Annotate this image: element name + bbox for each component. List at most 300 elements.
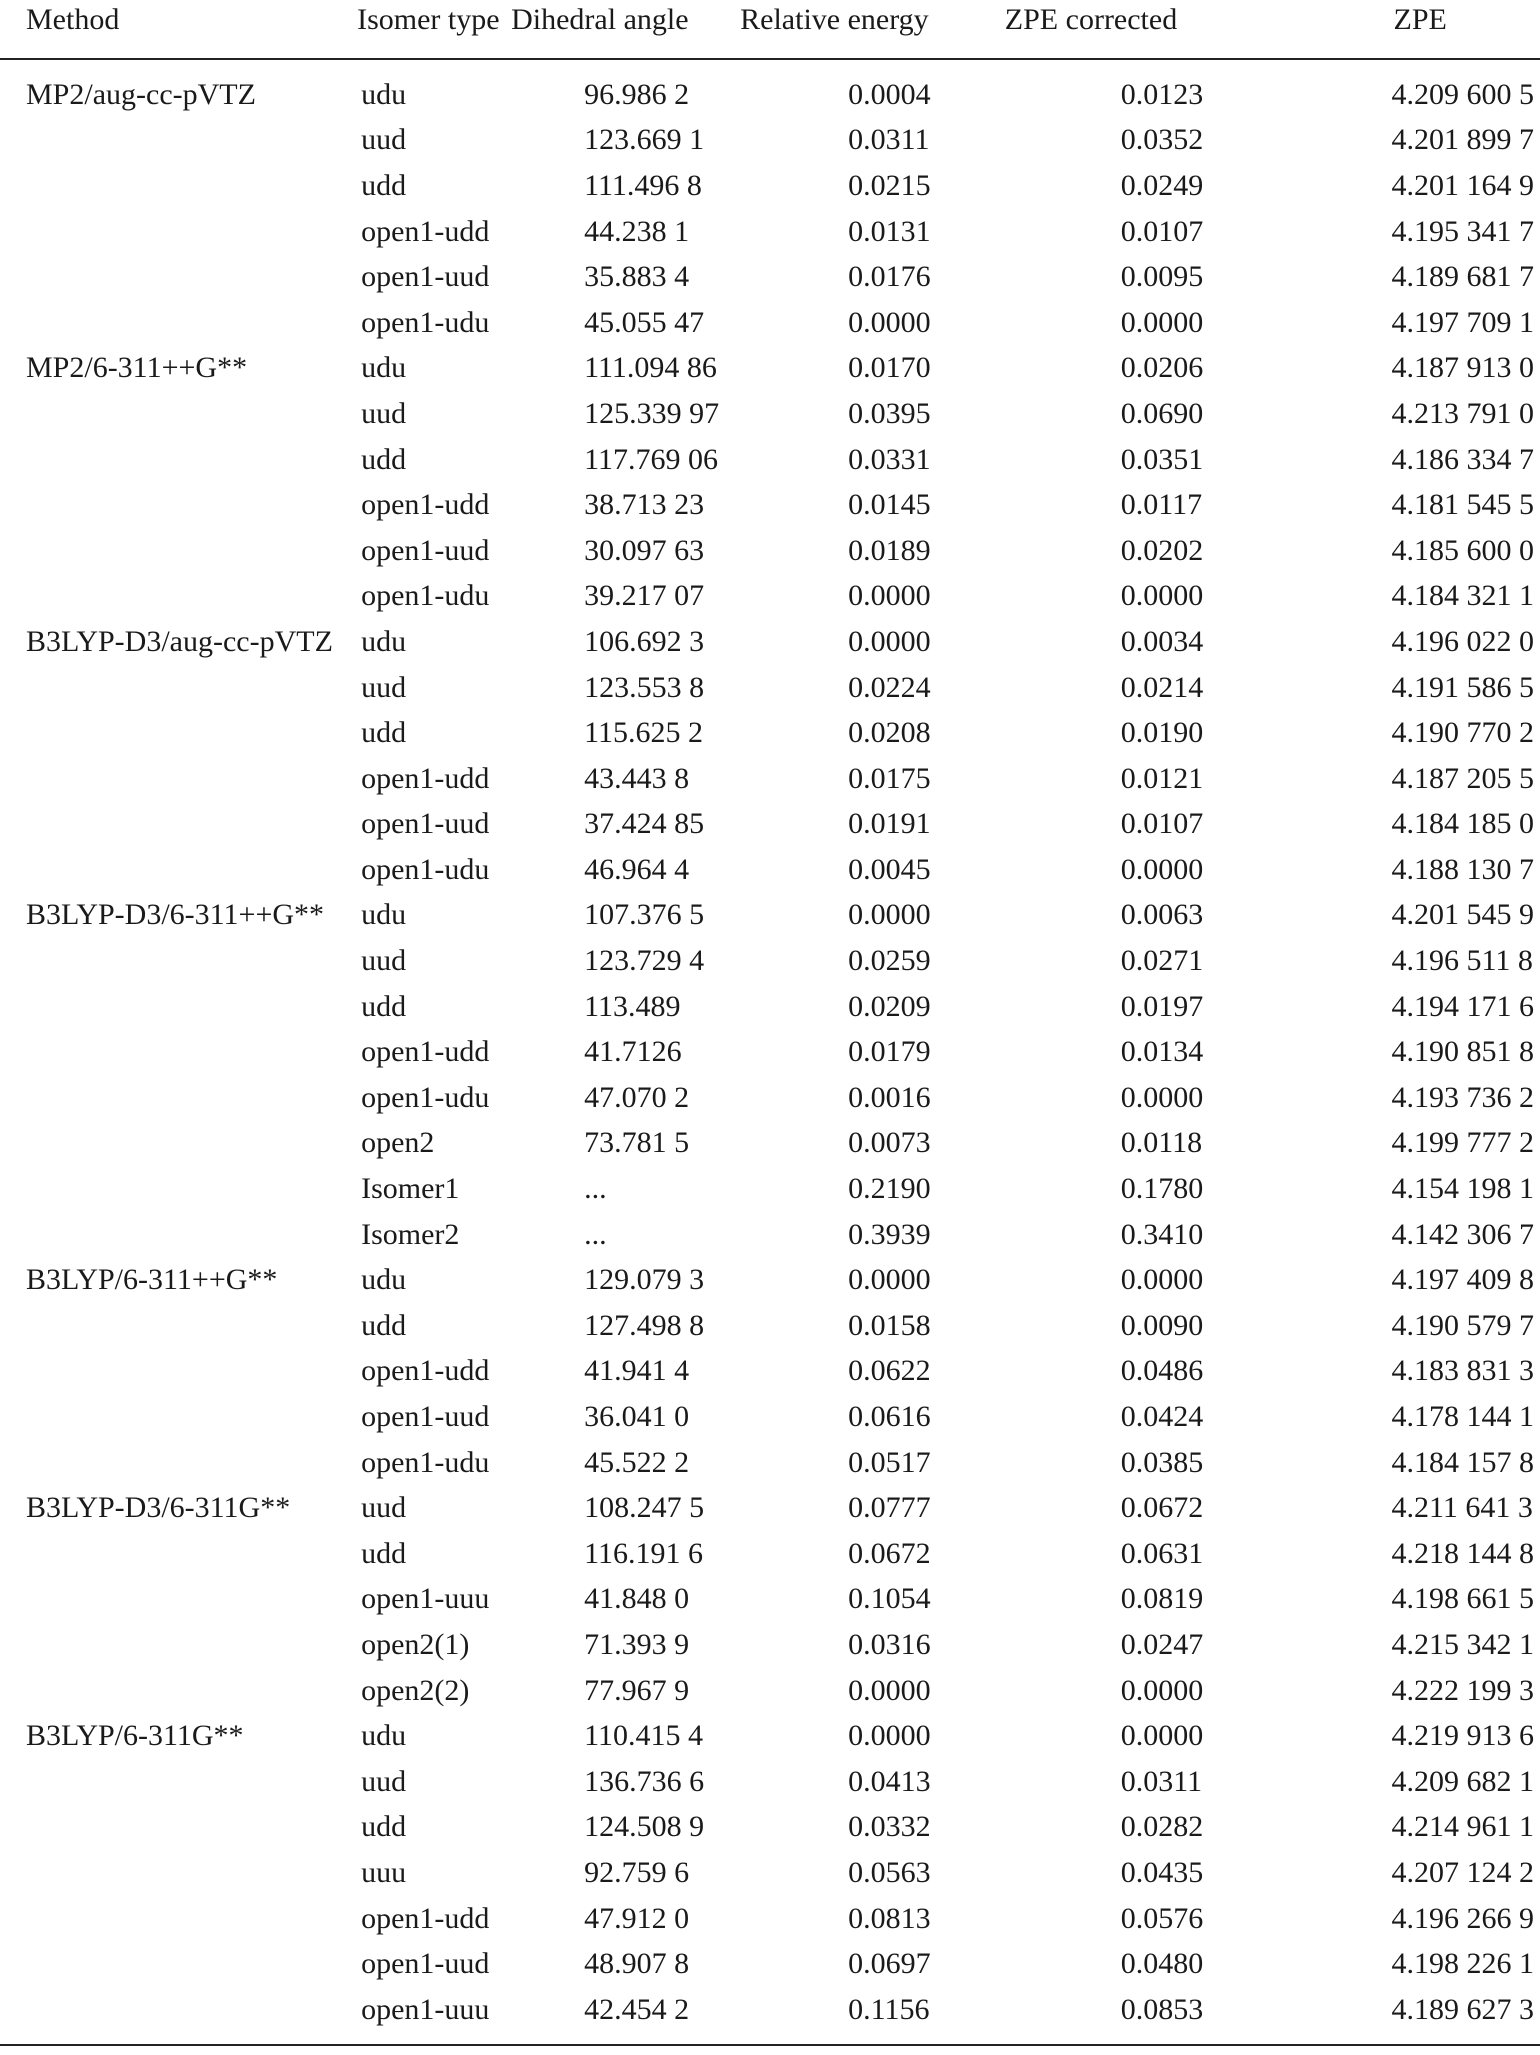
cell-zpe: 4.194 171 6	[1391, 989, 1534, 1023]
dihedral-value: 43.443 8	[584, 761, 690, 795]
dihedral-value: 45.522 2	[584, 1445, 690, 1479]
cell-zpe: 4.184 321 1	[1391, 579, 1534, 613]
cell-dihedral-angle	[511, 209, 694, 255]
dihedral-value: ...	[584, 1217, 607, 1251]
cell-isomer-type: udu	[361, 77, 407, 111]
cell-dihedral-angle	[511, 1212, 694, 1258]
cell-isomer-type: open1-uuu	[361, 1582, 490, 1616]
cell-isomer-type: open2	[361, 1126, 435, 1160]
cell-isomer-type: open1-udu	[361, 1445, 490, 1479]
cell-isomer-type: open1-udu	[361, 305, 490, 339]
table-row	[26, 72, 1534, 118]
dihedral-value: 116.191 6	[584, 1536, 704, 1570]
header-relative-energy: Relative energy	[740, 3, 929, 36]
cell-zpe: 4.181 545 5	[1391, 488, 1534, 522]
cell-dihedral-angle	[511, 1713, 704, 1759]
cell-method	[26, 1759, 353, 1805]
cell-relative-energy: 0.0000	[848, 1673, 931, 1707]
cell-zpe-corrected: 0.0486	[1120, 1354, 1204, 1388]
cell-isomer-type: open1-uud	[361, 1947, 490, 1981]
cell-isomer-type: uuu	[361, 1855, 407, 1889]
cell-method	[26, 528, 353, 574]
dihedral-value: 46.964 4	[584, 852, 690, 886]
cell-dihedral-angle	[511, 1805, 705, 1851]
table-row	[26, 391, 1534, 437]
cell-method: B3LYP-D3/aug-cc-pVTZ	[26, 624, 333, 658]
cell-zpe-corrected: 0.0123	[1120, 77, 1204, 111]
table-row	[26, 893, 1534, 939]
cell-method	[26, 163, 353, 209]
cell-dihedral-angle	[511, 574, 705, 620]
cell-zpe: 4.187 913 0	[1391, 351, 1534, 385]
cell-zpe: 4.186 334 7	[1391, 442, 1534, 476]
header-method: Method	[26, 3, 120, 36]
cell-method	[26, 1075, 353, 1121]
cell-method	[26, 1166, 353, 1212]
dihedral-value: 30.097 63	[584, 533, 705, 567]
header-dihedral-angle: Dihedral angle	[511, 3, 689, 36]
table-row	[26, 1622, 1534, 1668]
dihedral-value: 129.079 3	[584, 1263, 705, 1297]
cell-zpe: 4.198 661 5	[1391, 1582, 1534, 1616]
cell-isomer-type: open1-udd	[361, 761, 490, 795]
cell-method	[26, 756, 353, 802]
cell-dihedral-angle	[511, 1987, 694, 2033]
table-row	[26, 1987, 1534, 2033]
cell-method: B3LYP-D3/6-311++G**	[26, 898, 325, 932]
cell-dihedral-angle	[511, 300, 705, 346]
cell-zpe-corrected: 0.0576	[1120, 1901, 1204, 1935]
cell-relative-energy: 0.0000	[848, 1719, 931, 1753]
cell-isomer-type: udd	[361, 989, 407, 1023]
cell-zpe: 4.178 144 1	[1391, 1400, 1534, 1434]
cell-zpe: 4.198 226 1	[1391, 1947, 1534, 1981]
cell-dihedral-angle	[511, 391, 720, 437]
cell-zpe: 4.219 913 6	[1391, 1719, 1534, 1753]
cell-dihedral-angle	[511, 1121, 694, 1167]
cell-isomer-type: udd	[361, 1810, 407, 1844]
cell-isomer-type: open2(2)	[361, 1673, 470, 1707]
cell-zpe-corrected: 0.0672	[1120, 1491, 1204, 1525]
cell-method	[26, 209, 353, 255]
cell-zpe-corrected: 0.0480	[1120, 1947, 1204, 1981]
table-header	[26, 0, 1534, 46]
header-isomer-type: Isomer type	[357, 3, 500, 36]
cell-dihedral-angle	[511, 1303, 705, 1349]
table-row	[26, 1850, 1534, 1896]
cell-zpe-corrected: 0.0853	[1120, 1992, 1204, 2026]
cell-relative-energy: 0.0622	[848, 1354, 931, 1388]
dihedral-value: 48.907 8	[584, 1947, 690, 1981]
table-row	[26, 802, 1534, 848]
cell-isomer-type: open1-uuu	[361, 1992, 490, 2026]
table-row	[26, 300, 1534, 346]
dihedral-value: 125.339 97	[584, 396, 720, 430]
table-row	[26, 1349, 1534, 1395]
cell-isomer-type: uud	[361, 670, 407, 704]
cell-relative-energy: 0.0000	[848, 579, 931, 613]
cell-relative-energy: 0.0045	[848, 852, 931, 886]
dihedral-value: 41.941 4	[584, 1354, 690, 1388]
cell-zpe: 4.218 144 8	[1391, 1536, 1534, 1570]
cell-method	[26, 1622, 353, 1668]
cell-isomer-type: udd	[361, 716, 407, 750]
cell-isomer-type: open1-udd	[361, 1901, 490, 1935]
table-bottom-rule	[0, 2044, 1540, 2046]
table-row	[26, 756, 1534, 802]
cell-dihedral-angle	[511, 710, 704, 756]
cell-isomer-type: open1-udu	[361, 852, 490, 886]
cell-method	[26, 1805, 353, 1851]
cell-zpe-corrected: 0.0271	[1120, 944, 1204, 978]
cell-method	[26, 1577, 353, 1623]
cell-zpe: 4.185 600 0	[1391, 533, 1534, 567]
cell-relative-energy: 0.0179	[848, 1035, 931, 1069]
cell-method: B3LYP/6-311G**	[26, 1719, 244, 1753]
cell-method	[26, 482, 353, 528]
cell-relative-energy: 0.0208	[848, 716, 931, 750]
table-row	[26, 163, 1534, 209]
cell-relative-energy: 0.0697	[848, 1947, 931, 1981]
cell-relative-energy: 0.0073	[848, 1126, 931, 1160]
cell-zpe-corrected: 0.0000	[1120, 1719, 1204, 1753]
cell-method	[26, 254, 353, 300]
cell-zpe: 4.187 205 5	[1391, 761, 1534, 795]
table-row	[26, 346, 1534, 392]
header-zpe-corrected: ZPE corrected	[1004, 3, 1178, 36]
cell-method	[26, 1440, 353, 1486]
cell-relative-energy: 0.0616	[848, 1400, 931, 1434]
cell-isomer-type: open2(1)	[361, 1627, 470, 1661]
cell-relative-energy: 0.0170	[848, 351, 931, 385]
table-row	[26, 1394, 1534, 1440]
cell-zpe-corrected: 0.0000	[1120, 1080, 1204, 1114]
dihedral-value: 44.238 1	[584, 214, 690, 248]
table-row	[26, 1577, 1534, 1623]
cell-zpe: 4.197 709 1	[1391, 305, 1534, 339]
cell-isomer-type: uud	[361, 396, 407, 430]
dihedral-value: 77.967 9	[584, 1673, 690, 1707]
table-row	[26, 574, 1534, 620]
cell-zpe-corrected: 0.0214	[1120, 670, 1204, 704]
table-row	[26, 938, 1534, 984]
cell-isomer-type: open1-udu	[361, 579, 490, 613]
cell-isomer-type: udu	[361, 624, 407, 658]
cell-zpe-corrected: 0.0107	[1120, 214, 1204, 248]
cell-method: MP2/6-311++G**	[26, 351, 248, 385]
cell-dihedral-angle	[511, 118, 705, 164]
cell-method	[26, 1394, 353, 1440]
dihedral-value: 41.7126	[584, 1035, 682, 1069]
dihedral-value: 73.781 5	[584, 1126, 690, 1160]
cell-dihedral-angle	[511, 1668, 694, 1714]
cell-zpe: 4.201 899 7	[1391, 123, 1534, 157]
cell-method	[26, 574, 353, 620]
cell-relative-energy: 0.1156	[848, 1992, 930, 2026]
cell-isomer-type: udu	[361, 1263, 407, 1297]
dihedral-value: 92.759 6	[584, 1855, 690, 1889]
table-row	[26, 619, 1534, 665]
cell-zpe: 4.211 641 3	[1391, 1491, 1533, 1525]
cell-zpe: 4.184 157 8	[1391, 1445, 1534, 1479]
cell-method	[26, 1941, 353, 1987]
cell-zpe: 4.188 130 7	[1391, 852, 1534, 886]
cell-isomer-type: uud	[361, 1491, 407, 1525]
cell-method: B3LYP/6-311++G**	[26, 1263, 278, 1297]
cell-relative-energy: 0.0331	[848, 442, 931, 476]
cell-dihedral-angle	[511, 528, 705, 574]
cell-isomer-type: open1-udd	[361, 214, 490, 248]
table-row	[26, 528, 1534, 574]
cell-relative-energy: 0.0016	[848, 1080, 931, 1114]
header-zpe: ZPE	[1393, 3, 1447, 36]
cell-zpe-corrected: 0.1780	[1120, 1172, 1204, 1206]
cell-relative-energy: 0.0004	[848, 77, 931, 111]
table-row	[26, 1121, 1534, 1167]
cell-zpe-corrected: 0.0000	[1120, 579, 1204, 613]
table-row	[26, 1668, 1534, 1714]
cell-zpe: 4.222 199 3	[1391, 1673, 1534, 1707]
cell-relative-energy: 0.0145	[848, 488, 931, 522]
dihedral-value: 71.393 9	[584, 1627, 690, 1661]
cell-relative-energy: 0.0000	[848, 1263, 931, 1297]
cell-zpe-corrected: 0.0107	[1120, 807, 1204, 841]
cell-method	[26, 300, 353, 346]
cell-zpe-corrected: 0.0249	[1120, 168, 1204, 202]
cell-zpe: 4.215 342 1	[1391, 1627, 1534, 1661]
table-row	[26, 209, 1534, 255]
cell-dihedral-angle	[511, 72, 694, 118]
cell-relative-energy: 0.0413	[848, 1764, 931, 1798]
dihedral-value: 37.424 85	[584, 807, 705, 841]
cell-method	[26, 1668, 353, 1714]
dihedral-value: 108.247 5	[584, 1491, 705, 1525]
table-row	[26, 437, 1534, 483]
cell-isomer-type: Isomer2	[361, 1217, 460, 1251]
dihedral-value: ...	[584, 1172, 607, 1206]
cell-isomer-type: open1-uud	[361, 1400, 490, 1434]
cell-isomer-type: open1-udu	[361, 1080, 490, 1114]
cell-zpe-corrected: 0.0034	[1120, 624, 1204, 658]
cell-dihedral-angle	[511, 984, 694, 1030]
cell-relative-energy: 0.0176	[848, 260, 931, 294]
cell-zpe: 4.190 770 2	[1391, 716, 1534, 750]
cell-method	[26, 1029, 353, 1075]
table-row	[26, 254, 1534, 300]
dihedral-value: 115.625 2	[584, 716, 704, 750]
cell-dihedral-angle	[511, 1394, 694, 1440]
cell-zpe: 4.201 164 9	[1391, 168, 1534, 202]
cell-zpe-corrected: 0.0090	[1120, 1308, 1204, 1342]
cell-zpe-corrected: 0.0095	[1120, 260, 1204, 294]
table-row	[26, 665, 1534, 711]
table-row	[26, 847, 1534, 893]
cell-relative-energy: 0.0395	[848, 396, 931, 430]
cell-zpe-corrected: 0.0117	[1120, 488, 1203, 522]
table-row	[26, 1075, 1534, 1121]
cell-zpe-corrected: 0.0000	[1120, 852, 1204, 886]
cell-isomer-type: uud	[361, 1764, 407, 1798]
dihedral-value: 42.454 2	[584, 1992, 690, 2026]
cell-relative-energy: 0.0224	[848, 670, 931, 704]
cell-zpe-corrected: 0.3410	[1120, 1217, 1204, 1251]
table-row	[26, 1485, 1534, 1531]
table-row	[26, 710, 1534, 756]
cell-zpe-corrected: 0.0197	[1120, 989, 1204, 1023]
cell-zpe: 4.189 681 7	[1391, 260, 1534, 294]
cell-zpe: 4.189 627 3	[1391, 1992, 1534, 2026]
cell-zpe: 4.213 791 0	[1391, 396, 1534, 430]
cell-isomer-type: uud	[361, 123, 407, 157]
cell-dihedral-angle	[511, 1075, 694, 1121]
cell-dihedral-angle	[511, 802, 705, 848]
cell-isomer-type: udd	[361, 1308, 407, 1342]
cell-isomer-type: open1-uud	[361, 260, 490, 294]
dihedral-value: 41.848 0	[584, 1582, 690, 1616]
cell-zpe: 4.207 124 2	[1391, 1855, 1534, 1889]
cell-relative-energy: 0.0131	[848, 214, 931, 248]
cell-method	[26, 847, 353, 893]
cell-relative-energy: 0.0175	[848, 761, 931, 795]
cell-zpe: 4.201 545 9	[1391, 898, 1534, 932]
cell-relative-energy: 0.0158	[848, 1308, 931, 1342]
cell-zpe-corrected: 0.0202	[1120, 533, 1204, 567]
dihedral-value: 136.736 6	[584, 1764, 705, 1798]
table-row	[26, 1759, 1534, 1805]
cell-relative-energy: 0.0563	[848, 1855, 931, 1889]
header-row	[26, 0, 1534, 46]
cell-zpe: 4.142 306 7	[1391, 1217, 1534, 1251]
cell-method	[26, 665, 353, 711]
cell-zpe: 4.193 736 2	[1391, 1080, 1534, 1114]
cell-method	[26, 391, 353, 437]
cell-zpe-corrected: 0.0134	[1120, 1035, 1204, 1069]
cell-zpe: 4.184 185 0	[1391, 807, 1534, 841]
cell-dihedral-angle	[511, 1896, 694, 1942]
cell-zpe-corrected: 0.0000	[1120, 1263, 1204, 1297]
cell-relative-energy: 0.0215	[848, 168, 931, 202]
cell-isomer-type: uud	[361, 944, 407, 978]
table-row	[26, 1303, 1534, 1349]
cell-method	[26, 437, 353, 483]
cell-zpe-corrected: 0.0435	[1120, 1855, 1204, 1889]
cell-relative-energy: 0.0316	[848, 1627, 931, 1661]
cell-method	[26, 802, 353, 848]
dihedral-value: 127.498 8	[584, 1308, 705, 1342]
cell-zpe: 4.183 831 3	[1391, 1354, 1534, 1388]
cell-zpe-corrected: 0.0247	[1120, 1627, 1204, 1661]
cell-isomer-type: open1-udd	[361, 1354, 490, 1388]
cell-dihedral-angle	[511, 1577, 694, 1623]
cell-zpe: 4.196 022 0	[1391, 624, 1534, 658]
cell-isomer-type: open1-udd	[361, 1035, 490, 1069]
cell-zpe-corrected: 0.0631	[1120, 1536, 1204, 1570]
cell-zpe: 4.214 961 1	[1391, 1810, 1534, 1844]
results-table	[26, 0, 1534, 2033]
cell-dihedral-angle	[511, 1850, 694, 1896]
dihedral-value: 117.769 06	[584, 442, 719, 476]
cell-dihedral-angle	[511, 1531, 704, 1577]
cell-dihedral-angle	[511, 893, 705, 939]
cell-method	[26, 118, 353, 164]
cell-dihedral-angle	[511, 1257, 705, 1303]
cell-relative-energy: 0.0813	[848, 1901, 931, 1935]
cell-dihedral-angle	[511, 1440, 694, 1486]
cell-zpe-corrected: 0.0352	[1120, 123, 1204, 157]
cell-isomer-type: udu	[361, 1719, 407, 1753]
cell-relative-energy: 0.0000	[848, 624, 931, 658]
cell-relative-energy: 0.0777	[848, 1491, 931, 1525]
dihedral-value: 45.055 47	[584, 305, 705, 339]
cell-dihedral-angle	[511, 1622, 694, 1668]
cell-zpe: 4.209 682 1	[1391, 1764, 1534, 1798]
cell-method	[26, 1121, 353, 1167]
cell-dihedral-angle	[511, 665, 705, 711]
cell-zpe-corrected: 0.0121	[1120, 761, 1204, 795]
cell-zpe: 4.195 341 7	[1391, 214, 1534, 248]
cell-zpe-corrected: 0.0118	[1120, 1126, 1203, 1160]
cell-zpe: 4.196 511 8	[1391, 944, 1533, 978]
cell-method	[26, 1850, 353, 1896]
cell-zpe: 4.199 777 2	[1391, 1126, 1534, 1160]
cell-zpe-corrected: 0.0690	[1120, 396, 1204, 430]
cell-method	[26, 1349, 353, 1395]
cell-zpe: 4.190 579 7	[1391, 1308, 1534, 1342]
cell-dihedral-angle	[511, 163, 702, 209]
cell-isomer-type: udd	[361, 168, 407, 202]
cell-zpe-corrected: 0.0424	[1120, 1400, 1204, 1434]
cell-dihedral-angle	[511, 437, 719, 483]
cell-dihedral-angle	[511, 254, 694, 300]
header-spacer	[26, 46, 1534, 72]
table-row	[26, 1896, 1534, 1942]
cell-zpe-corrected: 0.0190	[1120, 716, 1204, 750]
cell-zpe-corrected: 0.0063	[1120, 898, 1204, 932]
cell-zpe: 4.197 409 8	[1391, 1263, 1534, 1297]
cell-relative-energy: 0.0191	[848, 807, 931, 841]
cell-method	[26, 1212, 353, 1258]
cell-method	[26, 710, 353, 756]
dihedral-value: 113.489	[584, 989, 681, 1023]
cell-relative-energy: 0.0332	[848, 1810, 931, 1844]
cell-relative-energy: 0.1054	[848, 1582, 931, 1616]
cell-isomer-type: udd	[361, 1536, 407, 1570]
dihedral-value: 106.692 3	[584, 624, 705, 658]
cell-method	[26, 1896, 353, 1942]
cell-relative-energy: 0.0311	[848, 123, 930, 157]
cell-zpe-corrected: 0.0282	[1120, 1810, 1204, 1844]
cell-zpe-corrected: 0.0000	[1120, 305, 1204, 339]
cell-dihedral-angle	[511, 1166, 694, 1212]
cell-isomer-type: open1-udd	[361, 488, 490, 522]
cell-relative-energy: 0.0000	[848, 898, 931, 932]
cell-isomer-type: Isomer1	[361, 1172, 460, 1206]
table-row	[26, 984, 1534, 1030]
cell-zpe: 4.190 851 8	[1391, 1035, 1534, 1069]
table-body	[26, 46, 1534, 2033]
cell-relative-energy: 0.0672	[848, 1536, 931, 1570]
dihedral-value: 38.713 23	[584, 488, 705, 522]
dihedral-value: 110.415 4	[584, 1719, 704, 1753]
table-row	[26, 1212, 1534, 1258]
cell-dihedral-angle	[511, 1941, 694, 1987]
table-row	[26, 1440, 1534, 1486]
cell-dihedral-angle	[511, 1029, 694, 1075]
table-row	[26, 118, 1534, 164]
dihedral-value: 36.041 0	[584, 1400, 690, 1434]
table-row	[26, 1166, 1534, 1212]
cell-isomer-type: open1-uud	[361, 533, 490, 567]
